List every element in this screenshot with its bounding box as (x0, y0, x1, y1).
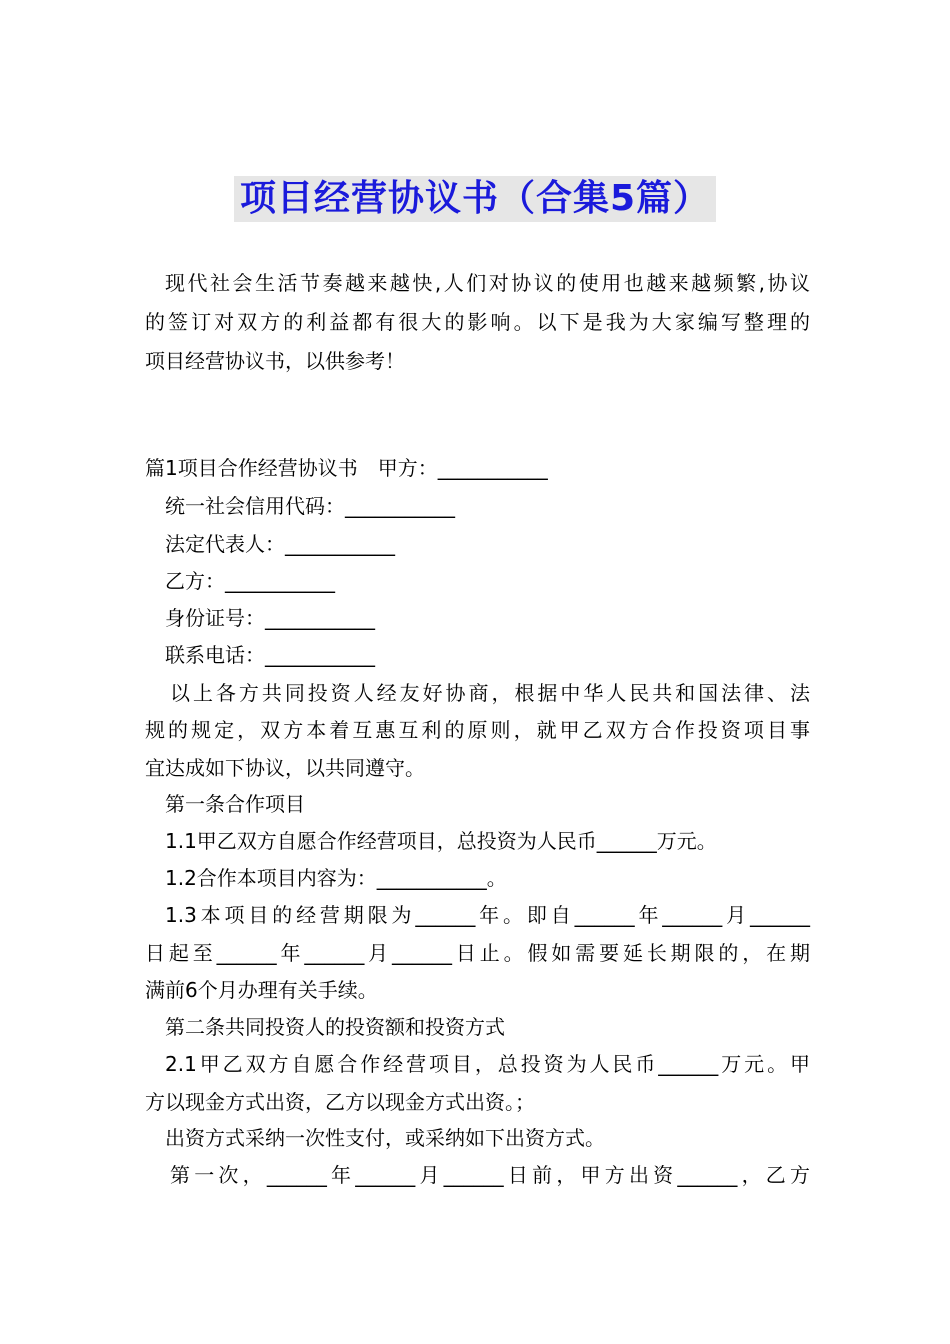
body-line: 1.1甲乙双方自愿合作经营项目，总投资为人民币______万元。 (165, 829, 717, 853)
section-heading-line: 篇1项目合作经营协议书 甲方：___________ (145, 456, 548, 480)
body-line: 宜达成如下协议，以共同遵守。 (145, 756, 425, 780)
body-line: 联系电话：___________ (165, 643, 375, 667)
body-line: 2.1甲乙双方自愿合作经营项目，总投资为人民币______万元。甲 (165, 1052, 810, 1076)
body-line: 日起至______年______月______日止。假如需要延长期限的，在期 (145, 941, 810, 965)
article-heading: 第一条合作项目 (165, 792, 305, 816)
body-line: 法定代表人：___________ (165, 532, 395, 556)
body-line: 身份证号：___________ (165, 606, 375, 630)
intro-line: 项目经营协议书，以供参考！ (145, 349, 405, 373)
body-line: 乙方：___________ (165, 569, 335, 593)
body-line: 满前6个月办理有关手续。 (145, 978, 378, 1002)
body-line: 1.2合作本项目内容为：___________。 (165, 866, 507, 890)
body-line: 统一社会信用代码：___________ (165, 494, 455, 518)
body-line: 以上各方共同投资人经友好协商，根据中华人民共和国法律、法 (170, 681, 810, 705)
title-container (0, 176, 950, 222)
body-line: 规的规定，双方本着互惠互利的原则，就甲乙双方合作投资项目事 (145, 718, 810, 742)
document-title: 项目经营协议书（合集5篇） (234, 176, 716, 222)
intro-line: 现代社会生活节奏越来越快,人们对协议的使用也越来越频繁,协议 (165, 271, 810, 295)
article-heading: 第二条共同投资人的投资额和投资方式 (165, 1015, 505, 1039)
body-line: 方以现金方式出资，乙方以现金方式出资。； (145, 1090, 535, 1114)
intro-line: 的签订对双方的利益都有很大的影响。以下是我为大家编写整理的 (145, 310, 810, 334)
body-line: 第一次，______年______月______日前，甲方出资______，乙方 (170, 1163, 810, 1187)
body-line: 1.3本项目的经营期限为______年。即自______年______月______ (165, 903, 810, 927)
body-line: 出资方式采纳一次性支付，或采纳如下出资方式。 (165, 1126, 605, 1150)
